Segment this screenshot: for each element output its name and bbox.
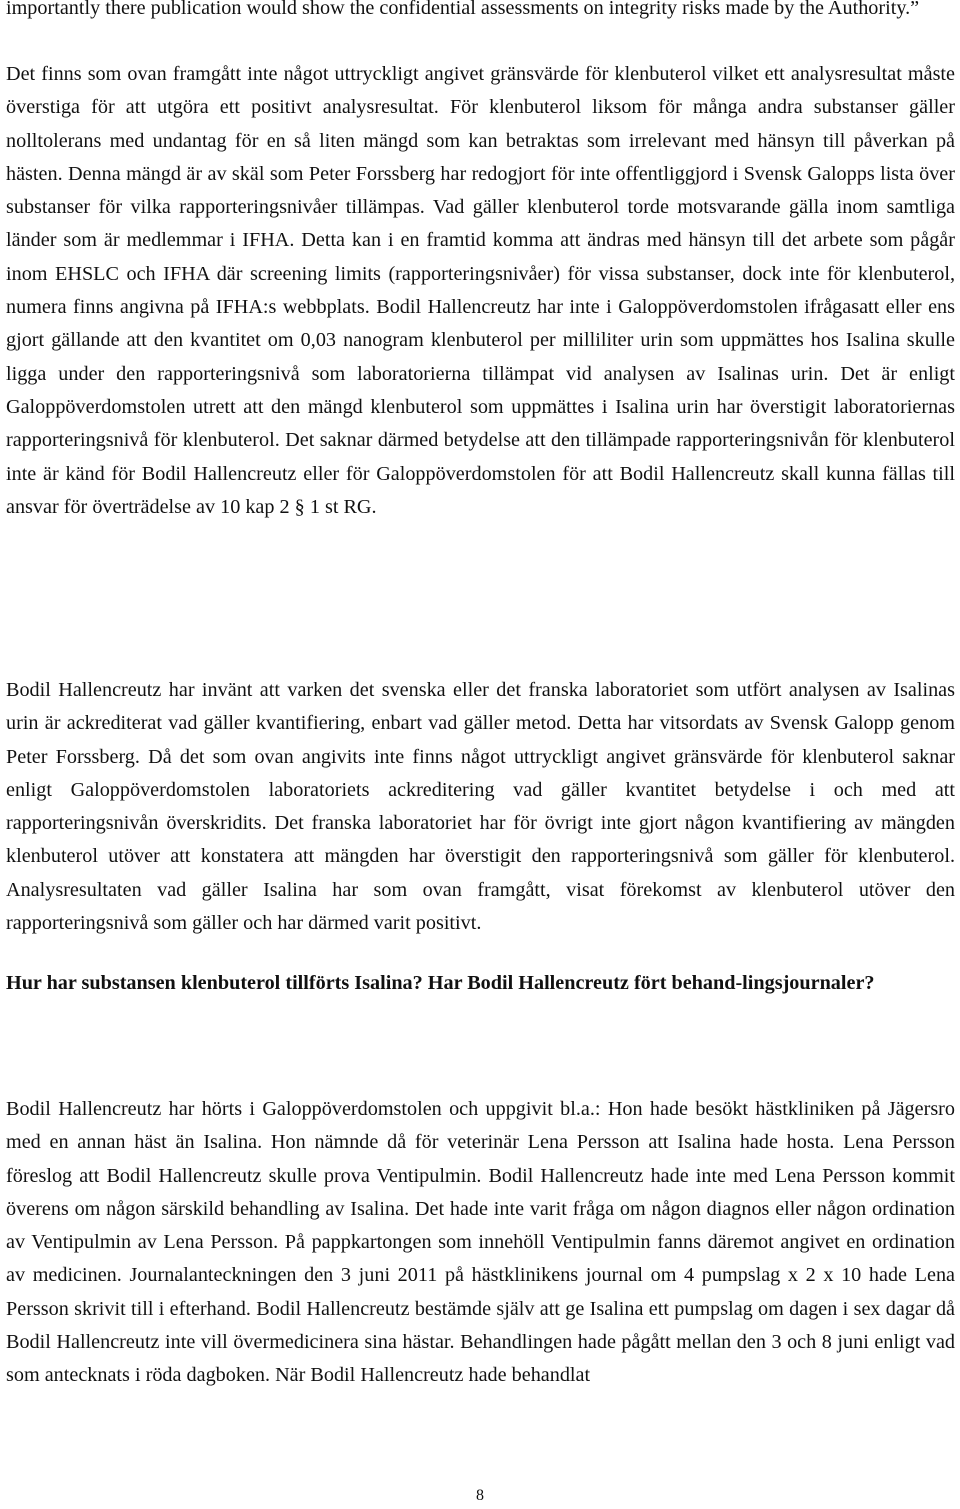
page-number: 8 (476, 1487, 484, 1504)
paragraph-testimony: Bodil Hallencreutz har hörts i Galoppöverdomstolen och uppgivit bl.a.: Hon hade besökt hästkliniken på Jägersro med en annan häst än Isalina. Hon nämnde då för veterinär Lena Persson att Isalina hade hosta. Lena Persson föreslog att Bodil Hallencreutz skulle prova Ventipulmin. Bodil Hallencreutz hade inte med Lena Persson kommit överens om någon särskild behandling av Isalina. Det hade inte varit fråga om någon diagnos eller någon ordination av Ventipulmin av Lena Persson. På pappkartongen som innehöll Ventipulmin fanns däremot angivet en ordination av medicinen. Journalanteckningen den 3 juni 2011 på hästklinikens journal om 4 pumpslag x 2 x 10 hade Lena Persson skrivit till i efterhand. Bodil Hallencreutz bestämde själv att ge Isalina ett pumpslag om dagen i sex dagar då Bodil Hallencreutz inte vill övermedicinera sina hästar. Behandlingen hade pågått mellan den 3 och 8 juni enligt vad som antecknats i röda dagboken. När Bodil Hallencreutz hade behandlat (6, 1098, 955, 1387)
paragraph-limit-value: Det finns som ovan framgått inte något uttryckligt angivet gränsvärde för klenbuterol vilket ett analysresultat måste överstiga för att utgöra ett positivt analysresultat. För klenbuterol liksom för många andra substanser gäller nolltolerans med undantag för en så liten mängd som kan betraktas som irrelevant med hänsyn till påverkan på hästen. Denna mängd är av skäl som Peter Forssberg har redogjort för inte offentliggjord i Svensk Galopps lista över substanser för vilka rapporteringsnivåer tillämpas. Vad gäller klenbuterol torde motsvarande gälla inom samtliga länder som är medlemmar i IFHA. Detta kan i en framtid komma att ändras med hänsyn till det arbete som pågår inom EHSLC och IFHA där screening limits (rapporteringsnivåer) för vissa substanser, dock inte för klenbuterol, numera finns angivna på IFHA:s webbplats. Bodil Hallencreutz har inte i Galoppöverdomstolen ifrågasatt eller ens gjort gällande att den kvantitet om 0,03 nanogram klenbuterol per milliliter urin som uppmättes hos Isalina skulle ligga under den rapporteringsnivå som laboratorierna tillämpat vid analysen av Isalinas urin. Det är enligt Galoppöverdomstolen utrett att den mängd klenbuterol som uppmättes i Isalina urin har överstigit laboratoriernas rapporteringsnivå för klenbuterol. Det saknar därmed betydelse att den tillämpade rapporteringsnivån för klenbuterol inte är känd för Bodil Hallencreutz eller för Galoppöverdomstolen för att Bodil Hallencreutz skall kunna fällas till ansvar för överträdelse av 10 kap 2 § 1 st RG. (6, 63, 955, 518)
section-heading: Hur har substansen klenbuterol tillförts Isalina? Har Bodil Hallencreutz fört behand-lingsjournaler? (6, 972, 875, 994)
paragraph-accreditation: Bodil Hallencreutz har invänt att varken det svenska eller det franska laboratoriet som utfört analysen av Isalinas urin är ackrediterat vad gäller kvantifiering, enbart vad gäller metod. Detta har vitsordats av Svensk Galopp genom Peter Forssberg. Då det som ovan angivits inte finns något uttryckligt angivet gränsvärde för klenbuterol saknar enligt Galoppöverdomstolen laboratoriets ackreditering vad gäller kvantitet betydelse i och med att rapporteringsnivån överskridits. Det franska laboratoriet har för övrigt inte gjort någon kvantifiering av mängden klenbuterol utöver att konstatera att mängden har överstigit den rapporteringsnivå som gäller för klenbuterol. Analysresultaten vad gäller Isalina har som ovan framgått, visat förekomst av klenbuterol utöver den rapporteringsnivå som gäller och har därmed varit positivt. (6, 679, 955, 935)
paragraph-quote-end: importantly there publication would show the confidential assessments on integrity risks made by the Authority.” (6, 0, 920, 19)
